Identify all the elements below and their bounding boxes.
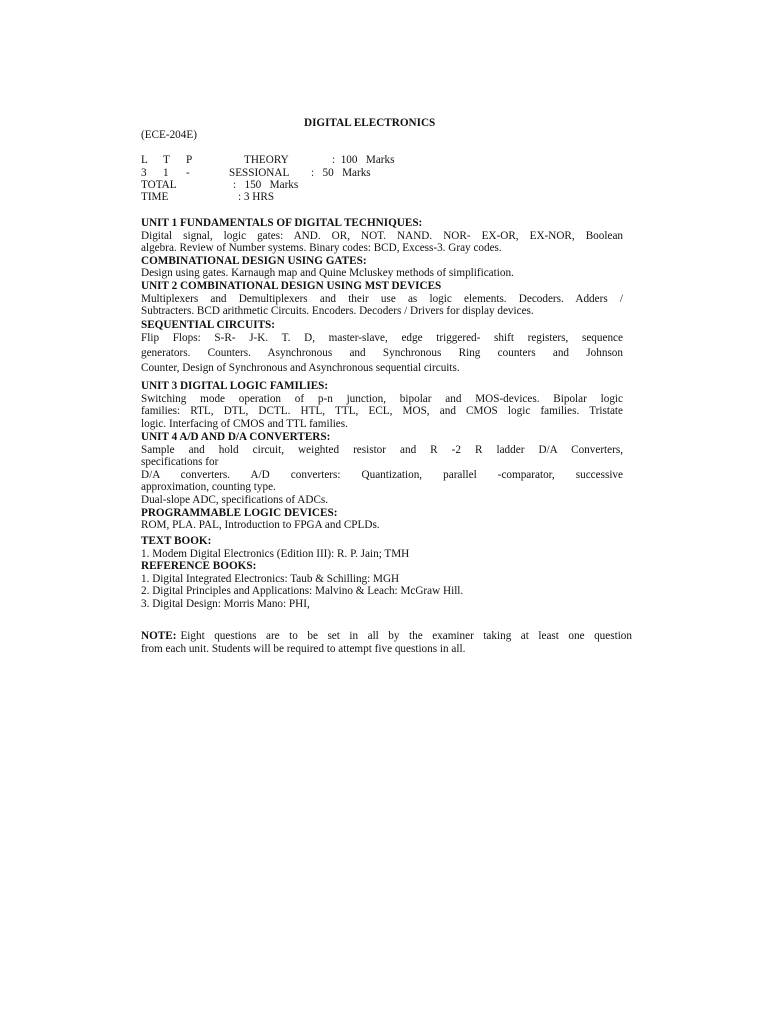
unit-2-section	[141, 280, 623, 374]
programmable-logic-text: ROM, PLA. PAL, Introduction to FPGA and CPLDs.	[141, 519, 380, 532]
unit-3-text-line: families: RTL, DTL, DCTL. HTL, TTL, ECL, MOS, and CMOS logic families. Tristate	[141, 405, 623, 418]
scheme-header-t: T	[163, 154, 170, 166]
text-book-item: 1. Modem Digital Electronics (Edition III): R. P. Jain; TMH	[141, 547, 410, 560]
unit-3-section	[141, 380, 623, 430]
course-code: (ECE-204E)	[141, 129, 197, 141]
combinational-gates-text: Design using gates. Karnaugh map and Quine Mcluskey methods of simplification.	[141, 267, 514, 280]
unit-1-text-line: Digital signal, logic gates: AND. OR, NOT. NAND. NOR- EX-OR, EX-NOR, Boolean	[141, 229, 623, 242]
unit-4-section	[141, 431, 623, 532]
scheme-header-p: P	[186, 154, 193, 166]
text-book-heading: TEXT BOOK:	[141, 535, 212, 547]
note-section	[141, 630, 632, 655]
reference-book-item: 2. Digital Principles and Applications: Malvino & Leach: McGraw Hill.	[141, 585, 464, 598]
sequential-circuits-text-line: generators. Counters. Asynchronous and Synchronous Ring counters and Johnson	[141, 346, 623, 359]
unit-1-section	[141, 217, 623, 280]
unit-1-heading: UNIT 1 FUNDAMENTALS OF DIGITAL TECHNIQUES:	[141, 217, 423, 229]
books-section	[141, 535, 623, 611]
unit-2-text-line: Subtracters. BCD arithmetic Circuits. Encoders. Decoders / Drivers for display devices.	[141, 305, 534, 318]
scheme-value-p: -	[186, 167, 190, 179]
programmable-logic-heading: PROGRAMMABLE LOGIC DEVICES:	[141, 506, 338, 519]
total-value: : 150 Marks	[233, 179, 299, 191]
reference-book-item: 3. Digital Design: Morris Mano: PHI,	[141, 597, 310, 610]
unit-4-text-line: specifications for	[141, 456, 219, 469]
unit-3-text-line: Switching mode operation of p-n junction, bipolar and MOS-devices. Bipolar logic	[141, 392, 623, 405]
scheme-value-t: 1	[163, 167, 169, 179]
note-text-line: Eight questions are to be set in all by the examiner taking at least one question	[180, 630, 632, 642]
note-label: NOTE:	[141, 630, 177, 642]
unit-1-text-line: algebra. Review of Number systems. Binary codes: BCD, Excess-3. Gray codes.	[141, 242, 502, 255]
sessional-value: : 50 Marks	[311, 167, 371, 179]
sequential-circuits-text-line: Counter, Design of Synchronous and Asynchronous sequential circuits.	[141, 361, 460, 374]
total-label: TOTAL	[141, 179, 177, 191]
unit-4-text-line: Sample and hold circuit, weighted resistor and R -2 R ladder D/A Converters,	[141, 443, 623, 456]
sequential-circuits-text-line: Flip Flops: S-R- J-K. T. D, master-slave, edge triggered- shift registers, sequence	[141, 332, 623, 345]
document-title: DIGITAL ELECTRONICS	[304, 117, 436, 129]
scheme-value-l: 3	[141, 167, 147, 179]
unit-2-text-line: Multiplexers and Demultiplexers and their use as logic elements. Decoders. Adders /	[141, 292, 623, 305]
sequential-circuits-heading: SEQUENTIAL CIRCUITS:	[141, 318, 275, 331]
note-first-line	[141, 630, 632, 643]
unit-4-text-line: Dual-slope ADC, specifications of ADCs.	[141, 493, 329, 506]
reference-books-heading: REFERENCE BOOKS:	[141, 560, 257, 573]
combinational-gates-heading: COMBINATIONAL DESIGN USING GATES:	[141, 254, 367, 267]
unit-4-heading: UNIT 4 A/D AND D/A CONVERTERS:	[141, 431, 331, 443]
unit-3-heading: UNIT 3 DIGITAL LOGIC FAMILIES:	[141, 380, 329, 392]
sessional-label: SESSIONAL	[229, 167, 290, 179]
reference-book-item: 1. Digital Integrated Electronics: Taub & Schilling: MGH	[141, 572, 400, 585]
scheme-header-l: L	[141, 154, 148, 166]
theory-label: THEORY	[244, 154, 289, 166]
theory-value: : 100 Marks	[332, 154, 395, 166]
time-label: TIME	[141, 191, 169, 203]
note-text-line: from each unit. Students will be required to attempt five questions in all.	[141, 642, 466, 655]
time-value: : 3 HRS	[238, 191, 275, 203]
unit-2-heading: UNIT 2 COMBINATIONAL DESIGN USING MST DEVICES	[141, 280, 442, 292]
unit-4-text-line: approximation, counting type.	[141, 481, 276, 494]
unit-4-text-line: D/A converters. A/D converters: Quantization, parallel -comparator, successive	[141, 468, 623, 481]
unit-3-text-line: logic. Interfacing of CMOS and TTL families.	[141, 417, 348, 430]
